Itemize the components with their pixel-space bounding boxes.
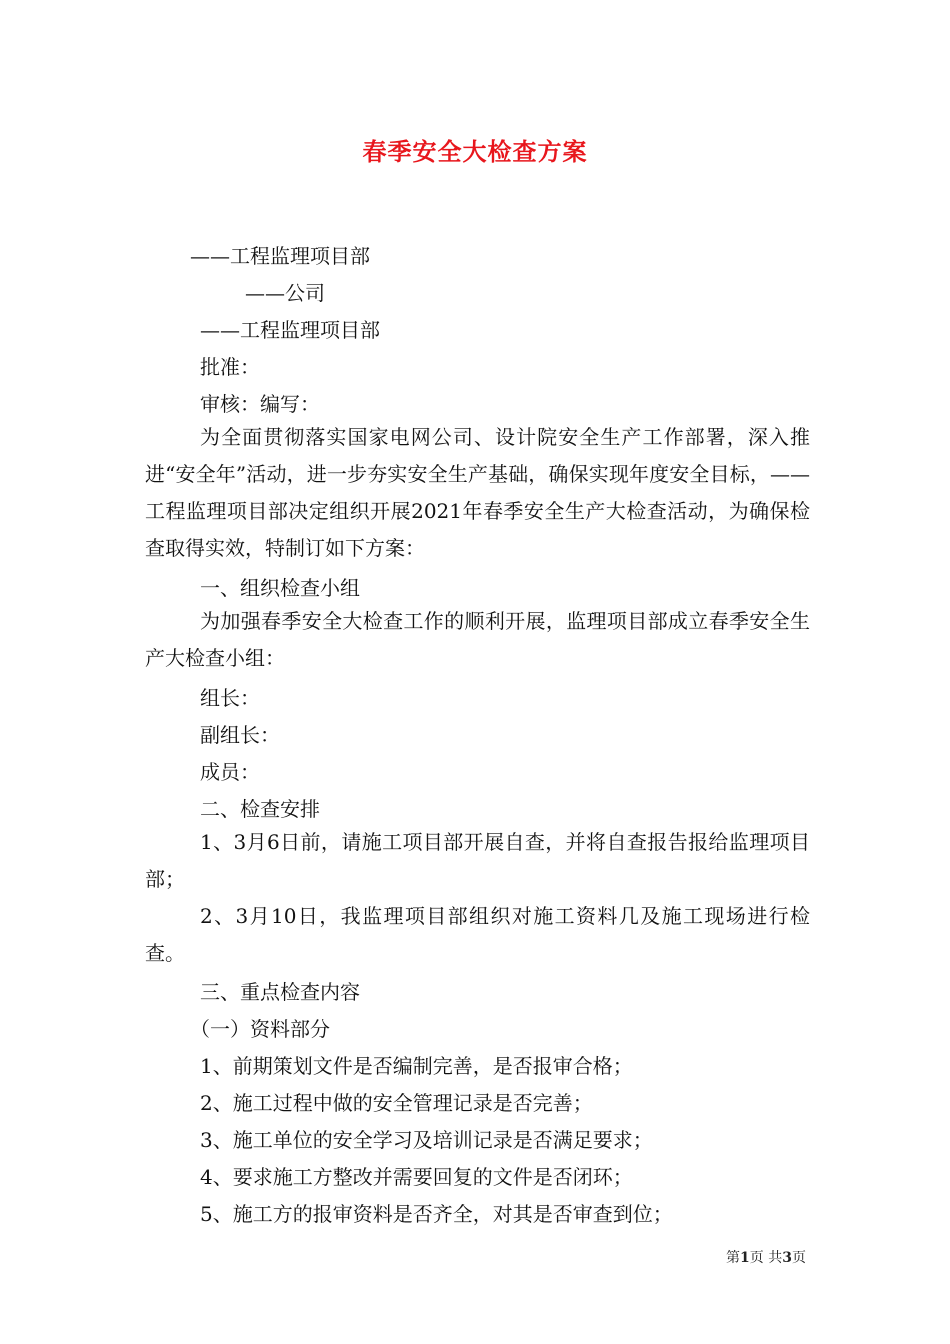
checklist-item-2: 2、施工过程中做的安全管理记录是否完善； (200, 1091, 593, 1115)
header-line-project-dept: ——工程监理项目部 (190, 244, 370, 268)
header-line-project-dept-2: ——工程监理项目部 (200, 318, 380, 342)
section3-subheading-materials: （一）资料部分 (190, 1017, 330, 1041)
section1-heading: 一、组织检查小组 (200, 576, 360, 600)
footer-middle: 页 共 (749, 1250, 783, 1266)
group-leader-label: 组长： (200, 686, 260, 710)
footer-prefix: 第 (726, 1250, 741, 1266)
section3-heading: 三、重点检查内容 (200, 980, 360, 1004)
document-title: 春季安全大检查方案 (362, 137, 588, 166)
section2-item-1: 1、3月6日前，请施工项目部开展自查，并将自查报告报给监理项目部； (145, 830, 810, 891)
footer-total-pages: 3 (782, 1250, 792, 1266)
deputy-leader-label: 副组长： (200, 723, 280, 747)
section2-item-2: 2、3月10日，我监理项目部组织对施工资料几及施工现场进行检查。 (145, 904, 810, 965)
footer-suffix: 页 (792, 1250, 806, 1266)
intro-paragraph: 为全面贯彻落实国家电网公司、设计院安全生产工作部署，深入推进“安全年”活动，进一步夯实安全生产基础，确保实现年度安全目标，——工程监理项目部决定组织开展2021年春季安全生产大检查活动，为确保检查取得实效，特制订如下方案： (145, 425, 810, 560)
checklist-item-4: 4、要求施工方整改并需要回复的文件是否闭环； (200, 1165, 633, 1189)
footer-current-page: 1 (740, 1250, 750, 1266)
section1-paragraph: 为加强春季安全大检查工作的顺利开展，监理项目部成立春季安全生产大检查小组： (145, 609, 810, 670)
page-number-footer (726, 1247, 806, 1267)
approval-label: 批准： (200, 355, 260, 379)
header-line-company: ——公司 (245, 281, 325, 305)
review-author-label: 审核：编写： (200, 392, 320, 416)
checklist-item-1: 1、前期策划文件是否编制完善，是否报审合格； (200, 1054, 633, 1078)
section2-heading: 二、检查安排 (200, 797, 320, 821)
checklist-item-3: 3、施工单位的安全学习及培训记录是否满足要求； (200, 1128, 653, 1152)
checklist-item-5: 5、施工方的报审资料是否齐全，对其是否审查到位； (200, 1202, 673, 1226)
members-label: 成员： (200, 760, 260, 784)
